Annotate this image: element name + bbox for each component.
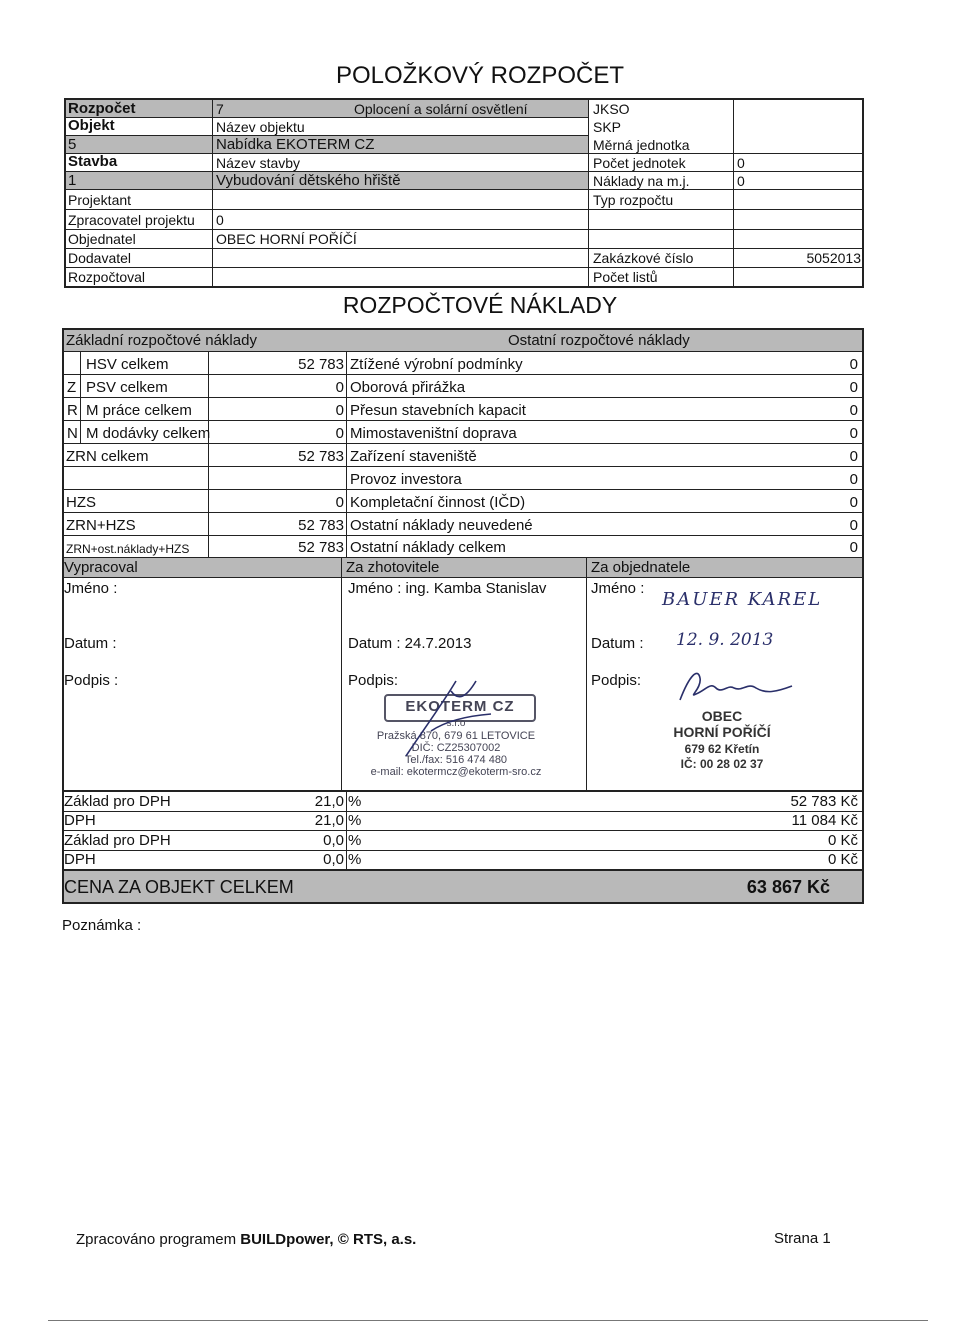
- dodavatel-label: Dodavatel: [68, 250, 132, 266]
- totals-percent: %: [348, 812, 362, 829]
- typ-rozpoctu-label: Typ rozpočtu: [593, 192, 674, 208]
- rozpocet-number: 7: [216, 101, 224, 117]
- stavba-name: Vybudování dětského hřiště: [216, 172, 401, 189]
- costs-title: ROZPOČTOVÉ NÁKLADY: [342, 292, 618, 318]
- cost-right-value: 0: [849, 448, 858, 465]
- totals-rate: 21,0: [314, 793, 344, 810]
- merna-jednotka-label: Měrná jednotka: [593, 137, 690, 153]
- cost-right-value: 0: [849, 517, 858, 534]
- footer-program: [76, 1232, 416, 1248]
- skp-label: SKP: [593, 119, 622, 135]
- naklady-mj-value: 0: [737, 173, 745, 189]
- cost-left-label: M dodávky celkem: [86, 425, 211, 442]
- ekoterm-tel: Tel./fax: 516 474 480: [404, 754, 508, 766]
- cost-left-label: ZRN celkem: [66, 448, 149, 465]
- totals-rate: 0,0: [323, 851, 344, 868]
- cost-right-value: 0: [849, 379, 858, 396]
- totals-label: Základ pro DPH: [64, 793, 171, 810]
- cost-right-label: Provoz investora: [350, 471, 462, 488]
- cost-left-value: 52 783: [298, 517, 344, 534]
- totals-rate: 21,0: [314, 812, 344, 829]
- obec-stamp-line1: OBEC: [701, 708, 743, 724]
- cost-right-label: Přesun stavebních kapacit: [350, 402, 526, 419]
- ekoterm-dic: DIČ: CZ25307002: [411, 742, 501, 754]
- cost-left-label: ZRN+HZS: [66, 517, 136, 534]
- cost-left-label: HZS: [66, 494, 96, 511]
- cost-left-value: 0: [335, 494, 344, 511]
- cost-right-value: 0: [849, 356, 858, 373]
- datum-vypracoval: Datum :: [64, 635, 117, 652]
- page-number: Strana 1: [774, 1230, 831, 1247]
- rozpocet-name: Oplocení a solární osvětlení: [354, 101, 528, 117]
- header-shade-objekt: [66, 136, 212, 153]
- totals-rate: 0,0: [323, 832, 344, 849]
- pocet-listu-label: Počet listů: [593, 269, 658, 285]
- ekoterm-stamp: [356, 690, 556, 782]
- poznamka-label: Poznámka :: [62, 917, 142, 934]
- ostatni-header: Ostatní rozpočtové náklady: [508, 332, 690, 349]
- vypracoval-header: Vypracoval: [64, 559, 138, 576]
- totals-amount: 0 Kč: [827, 851, 858, 868]
- handwritten-name: BAUER KAREL: [662, 589, 823, 610]
- obec-stamp-line4: IČ: 00 28 02 37: [680, 757, 764, 771]
- datum-objednatel: Datum :: [591, 635, 644, 652]
- naklady-mj-label: Náklady na m.j.: [593, 173, 690, 189]
- zrn-letter: Z: [67, 379, 77, 396]
- projektant-label: Projektant: [68, 192, 132, 208]
- totals-percent: %: [348, 832, 362, 849]
- zrn-letter: N: [67, 425, 78, 442]
- cost-right-value: 0: [849, 402, 858, 419]
- totals-percent: %: [348, 793, 362, 810]
- jmeno-objednatel: Jméno :: [591, 580, 645, 597]
- header-shade-stavba: [66, 172, 212, 189]
- podpis-objednatel: Podpis:: [591, 672, 642, 689]
- ekoterm-logo: EKOTERM CZ: [405, 698, 515, 715]
- totals-amount: 52 783 Kč: [790, 793, 858, 810]
- pocet-jednotek-label: Počet jednotek: [593, 155, 686, 171]
- rozpoctoval-label: Rozpočtoval: [68, 269, 146, 285]
- cost-left-label: ZRN+ost.náklady+HZS: [66, 542, 190, 556]
- footer-program-name: BUILDpower,: [240, 1231, 334, 1248]
- bottom-edge-line: [48, 1320, 928, 1321]
- cost-right-value: 0: [849, 539, 858, 556]
- client-signature: [676, 664, 796, 708]
- objednatele-header: Za objednatele: [591, 559, 691, 576]
- datum-zhotovitel: Datum : 24.7.2013: [348, 635, 472, 652]
- page-title: POLOŽKOVÝ ROZPOČET: [335, 62, 625, 89]
- obec-stamp-line2: HORNÍ POŘÍČÍ: [673, 724, 771, 740]
- stavba-label: Stavba: [68, 153, 118, 170]
- cost-right-value: 0: [849, 494, 858, 511]
- ekoterm-sro: s.r.o: [446, 718, 466, 729]
- cost-right-value: 0: [849, 471, 858, 488]
- cost-right-label: Ztížené výrobní podmínky: [350, 356, 523, 373]
- signature-header-shade: [64, 558, 862, 577]
- objekt-number: 5: [68, 136, 77, 153]
- objekt-name: Nabídka EKOTERM CZ: [216, 136, 375, 153]
- objekt-label: Objekt: [68, 117, 115, 134]
- cost-left-value: 0: [335, 379, 344, 396]
- footer-program-prefix: Zpracováno programem: [76, 1231, 241, 1248]
- cost-left-value: 0: [335, 425, 344, 442]
- podpis-zhotovitel: Podpis:: [348, 672, 399, 689]
- totals-label: Základ pro DPH: [64, 832, 171, 849]
- totals-amount: 0 Kč: [827, 832, 858, 849]
- pocet-jednotek-value: 0: [737, 155, 745, 171]
- handwritten-date: 12. 9. 2013: [676, 630, 774, 650]
- cost-right-label: Oborová přirážka: [350, 379, 466, 396]
- ekoterm-email: e-mail: ekotermcz@ekoterm-sro.cz: [370, 766, 542, 778]
- cost-right-label: Mimostaveništní doprava: [350, 425, 517, 442]
- rozpocet-label: Rozpočet: [68, 100, 136, 117]
- zpracovatel-value: 0: [216, 212, 224, 228]
- jmeno-zhotovitel: Jméno : ing. Kamba Stanislav: [348, 580, 547, 597]
- cost-right-value: 0: [849, 425, 858, 442]
- zpracovatel-label: Zpracovatel projektu: [68, 212, 195, 228]
- totals-label: DPH: [64, 812, 96, 829]
- totals-percent: %: [348, 851, 362, 868]
- cost-left-value: 0: [335, 402, 344, 419]
- cost-right-label: Ostatní náklady celkem: [350, 539, 506, 556]
- cena-value: 63 867 Kč: [746, 877, 830, 897]
- nazev-stavby-label: Název stavby: [216, 155, 301, 171]
- cena-label: CENA ZA OBJEKT CELKEM: [64, 877, 294, 897]
- objednatel-value: OBEC HORNÍ POŘÍČÍ: [216, 231, 357, 247]
- ekoterm-address: Pražská 870, 679 61 LETOVICE: [376, 730, 536, 742]
- cost-right-label: Kompletační činnost (IČD): [350, 494, 526, 511]
- zakladni-header: Základní rozpočtové náklady: [66, 332, 257, 349]
- cost-left-label: PSV celkem: [86, 379, 168, 396]
- zrn-letter: R: [67, 402, 78, 419]
- podpis-vypracoval: Podpis :: [64, 672, 119, 689]
- footer-program-suffix: © RTS, a.s.: [333, 1231, 417, 1248]
- jmeno-vypracoval: Jméno :: [64, 580, 118, 597]
- cost-right-label: Zařízení staveniště: [350, 448, 477, 465]
- totals-amount: 11 084 Kč: [791, 812, 858, 829]
- nazev-objektu-label: Název objektu: [216, 119, 305, 135]
- jkso-label: JKSO: [593, 101, 630, 117]
- cost-left-value: 52 783: [298, 448, 344, 465]
- obec-stamp-line3: 679 62 Křetín: [684, 742, 760, 756]
- contractor-signature: [396, 676, 506, 766]
- stavba-number: 1: [68, 172, 77, 189]
- cost-right-label: Ostatní náklady neuvedené: [350, 517, 533, 534]
- zakazkove-cislo-label: Zakázkové číslo: [593, 250, 694, 266]
- cost-left-label: HSV celkem: [86, 356, 169, 373]
- totals-label: DPH: [64, 851, 96, 868]
- objednatel-label: Objednatel: [68, 231, 136, 247]
- cost-left-label: M práce celkem: [86, 402, 192, 419]
- cost-left-value: 52 783: [298, 356, 344, 373]
- cost-left-value: 52 783: [298, 539, 344, 556]
- zakazkove-cislo-value: 5052013: [806, 250, 861, 266]
- zhotovitele-header: Za zhotovitele: [346, 559, 440, 576]
